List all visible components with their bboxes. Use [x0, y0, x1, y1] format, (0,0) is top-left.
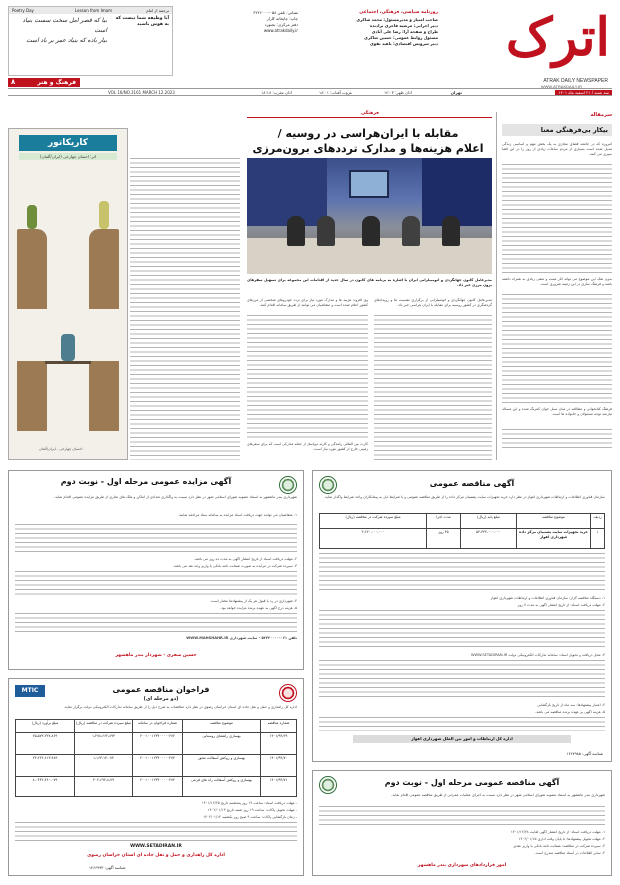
table-header-cell: مدت اجرا [426, 514, 460, 528]
photo-backdrop [247, 158, 327, 226]
cartoon-cliff [89, 229, 119, 309]
tender-ad-body [319, 660, 605, 700]
auction-ad-item: ۱- متقاضیان می توانند جهت دریافت اسناد مزایده به سامانه ستاد مراجعه نمایند. [178, 513, 297, 517]
cartoon-figure [27, 205, 37, 229]
article-paragraph: وی افزود: هزینه ها و مدارک مورد نیاز برای تردد خودروهای شخصی از مرزهای کشور اعلام شده است و متقاضیان می توانند از طریق سامانه اقدام کنند. [247, 298, 368, 307]
auction-ad-item: ۲- مهلت دریافت اسناد از تاریخ انتشار آگهی به مدت ده روز می باشد. [193, 557, 297, 561]
prayer-time: اذان ظهر: ۱۲:۰۳ [383, 90, 412, 95]
auction-ad-item: ۵- هزینه درج آگهی به عهده برنده مزایده خواهد بود. [220, 606, 297, 610]
tender-ad-item: ۲- مهلت دریافت اسناد: از تاریخ انتشار آگهی به مدت ۷ روز [517, 603, 605, 607]
issue-date: سه شنبه / ۲۱ اسفند ماه ۱۴۰۱ [555, 90, 612, 95]
cartoon-figure [99, 201, 109, 229]
cartoon-credit: احسان چهارخی - ایران/آلمان [39, 447, 83, 451]
column-divider [496, 112, 497, 460]
road-tender-body [15, 822, 297, 842]
auction-ad-intro: شهرداری بندر ماهشهر به استناد مصوبه شورای اسلامی شهر در نظر دارد نسبت به واگذاری تعدادی از اماکن و ملک های تجاری از طریق مزایده عمومی اقدام نماید. [53, 495, 297, 499]
quote-box-header [9, 7, 172, 14]
city-name: تهران [450, 90, 462, 95]
tender-second-intro: شهرداری بندر ماهشهر به استناد مصوبه شورای اسلامی شهر در نظر دارد نسبت به اجرای عملیات عمرانی از طریق مناقصه عمومی اقدام نماید. [391, 793, 605, 797]
auction-ad-contact[interactable]: تلفن ۰۶۱-۵۲۳۲۰۰۰۰ - سایت شهرداری WWW.MAHSHAHR.IR [186, 636, 297, 640]
photo-person [287, 216, 305, 246]
auction-ad-body [15, 524, 297, 554]
table-cell: ۵۲،۳۴۳،۰۰۰،۰۰۰ [460, 529, 516, 549]
table-header-cell: مبلغ سپرده شرکت در مناقصه (ریال) [74, 720, 132, 732]
address-line[interactable]: www.atrakdaily.ir [263, 28, 298, 33]
info-line: صاحب امتیاز و مدیرمسئول: محمد شاکری [356, 17, 438, 22]
road-tender-table [15, 719, 297, 797]
tender-second-footer: امور قراردادهای شهرداری بندر ماهشهر [417, 863, 507, 868]
address-line: نشانی: تلفن ۰۵۸-۳۲۲۶۰۰۰ [253, 10, 298, 15]
auction-ad-body [15, 571, 297, 596]
editorial-body-lines [502, 294, 612, 404]
masthead [0, 0, 620, 102]
tender-ad-second [312, 770, 612, 876]
photo-person [362, 216, 380, 246]
tender-ad-footer: اداره کل ارتباطات و امور بین الملل شهرداری اهواز [353, 735, 571, 743]
article-body-lines [247, 315, 368, 440]
section-name: فرهنگ و هنر [37, 79, 76, 86]
cartoon-cliff [17, 361, 47, 431]
info-line: دبیر سرویس اقتصادی: ناهید تقوی [370, 41, 438, 46]
table-header-cell: شماره فراخوان در سامانه [132, 720, 182, 732]
poem-line: بیا که قصر امل سخت سست بنیاد است [22, 17, 107, 34]
table-cell: ۱۴۰۱/۹۴/۷۱ [260, 777, 296, 797]
auction-ad-title[interactable]: آگهی مزایده عمومی مرحله اول - نوبت دوم [60, 477, 232, 486]
cartoon-cliff [89, 361, 119, 431]
table-cell: ۱۴۰۱/۹۴/۶۹ [260, 733, 296, 754]
photo-caption: مدیرعامل کانون جهانگردی و اتومبیلرانی ایران با اشاره به برنامه های کانون در سال جدید از اقدامات این مجموعه برای تسهیل سفرهای برون مرزی خبر داد. [247, 278, 492, 287]
table-cell: بهسازی راهنمای روستایی [182, 733, 260, 754]
poem-line: بیار باده که بنیاد عمر بر باد است [26, 37, 107, 44]
article-paragraph: مدیرعامل کانون جهانگردی و اتومبیلرانی از برگزاری نشست ها و رویدادهای گردشگری در کشور روسیه برای مقابله با ایران هراسی خبر داد. [374, 298, 492, 307]
photo-screen [349, 170, 389, 198]
table-cell: ۴۵ روز [426, 529, 460, 549]
auction-ad-signer: حسین صفری - شهردار بندر ماهشهر [115, 653, 197, 658]
cartoon-box [8, 128, 128, 460]
tender-table [319, 513, 605, 549]
road-tender-footer: اداره کل راهداری و حمل و نقل جاده ای استان خراسان رضوی [87, 853, 225, 858]
poem [12, 16, 107, 73]
table-cell: ۲۰۰۱۰۰۱۲۳۴۰۰۰۰۰۲۷۳ [132, 755, 182, 776]
date-bar [8, 88, 612, 96]
tender-ad [312, 470, 612, 762]
editorial-body-lines [502, 429, 612, 451]
cartoon-bridge [45, 361, 91, 364]
table-cell: ۱،۲۷۸،۶۶۲،۸۹۳ [74, 733, 132, 754]
road-org-emblem-icon [279, 684, 297, 702]
road-tender-site[interactable]: WWW.SETADIRAN.IR [130, 844, 182, 849]
tender-ad-item: ۴- اعتبار پیشنهادها: سه ماه از تاریخ بازگشایی [537, 703, 605, 707]
cartoon-cliff [17, 229, 47, 309]
page-number: ۸ [11, 78, 16, 86]
section-tag [8, 78, 80, 87]
municipality-emblem-icon [279, 476, 297, 494]
table-cell: خرید تجهیزات سایت پشتیبان مرکز داده شهرداری اهواز [516, 529, 590, 549]
table-header-cell: موضوع مناقصه [516, 514, 590, 528]
prayer-time: غروب آفتاب: ۱۸:۰۱ [318, 90, 352, 95]
newspaper-name-latin: ATRAK DAILY NEWSPAPER [543, 78, 608, 84]
tender-ad-item: ۱- دستگاه مناقصه گزار: سازمان فناوری اطلاعات و ارتباطات شهرداری اهواز [490, 596, 605, 600]
quote-box-label-mid: Lesson from Imam [74, 8, 112, 13]
table-header-cell: مبلغ برآورد (ریال) [31, 721, 59, 725]
headline-line: مقابله با ایران‌هراسی در روسیه / [277, 127, 459, 140]
table-cell: بهسازی و روکش آسفالت راه های فرعی [182, 777, 260, 797]
info-line: دبیر اجرایی: مرضیه فاخری برادنده [369, 23, 438, 28]
road-tender-subtitle: (دو مرحله ای) [143, 696, 179, 702]
photo-person [442, 216, 460, 246]
auction-ad-item: ۳- سپرده شرکت در مزایده به صورت ضمانت نامه بانکی یا واریز وجه نقد می باشد. [172, 564, 297, 568]
auction-ad [8, 470, 304, 670]
editorial-label: سرمقاله [590, 112, 612, 118]
table-cell: ۱ [590, 529, 604, 549]
newspaper-logo: اترک [505, 7, 610, 68]
editorial-paragraph: بدون شک این موضوع می تواند آثار مثبت و منفی زیادی به همراه داشته باشد و فرهنگ سازی در این زمینه ضروری است. [502, 277, 612, 286]
quote-box-label-right: ترجمه از امام [146, 8, 169, 13]
tender-ad-intro: سازمان فناوری اطلاعات و ارتباطات شهرداری اهواز در نظر دارد خرید تجهیزات سایت پشتیبان مرکز داده را از طریق مناقصه عمومی و با شرایط ذیل به پیمانکاران واجد شرایط واگذار نماید. [324, 495, 605, 499]
address-line: چاپ: چاپخانه کارار [266, 16, 298, 21]
article-paragraph: کارت بین المللی رانندگی و کارنه دوپاساژ از جمله مدارکی است که برای سفرهای زمینی خارج از کشور مورد نیاز است. [247, 442, 368, 451]
cartoon-figure [61, 334, 75, 361]
quote-box-label-left: Poetry Day [12, 8, 34, 13]
tender-ad-code: شناسه آگهی: ۱۴۶۷۹۸۵ [566, 751, 603, 756]
table-cell: ۲۳،۲۶۲،۶۱۳،۴۸۳ [32, 756, 58, 760]
table-cell: ۲۵،۵۷۳،۲۲۷،۸۶۴ [32, 734, 58, 738]
photo-backdrop [422, 158, 492, 226]
main-headline[interactable] [248, 126, 488, 156]
cartoon-title: کاریکاتور [19, 135, 117, 151]
road-tender-code: شناسه آگهی: ۱۴۶۶۹۹۳ [89, 865, 126, 870]
table-cell: ۸،۰۴۴۲،۴۶۰،۰۷۹ [32, 778, 58, 782]
editorial-paragraph: فرهنگ کتابخوانی و مطالعه در میان نسل جوان کمرنگ شده و این مساله نیازمند توجه مسئولان و خانواده ها است. [502, 407, 612, 416]
volume-info: VOL 16/NO.3161 MARCH 12.2023 [108, 90, 175, 95]
municipality-emblem-icon [319, 476, 337, 494]
tender-ad-body [319, 553, 605, 593]
address-line: دفتر مرکزی: بجنورد [264, 22, 298, 27]
tender-ad-body [319, 717, 605, 731]
tender-second-item: ۴- سایر اطلاعات در اسناد مناقصه مندرج است. [534, 851, 605, 855]
road-tender-item: - زمان بازگشایی پاکات: ساعت ۹ صبح روز یکشنبه ۱۴۰۲/۰۱/۱۴ [203, 815, 297, 819]
publisher-address [198, 10, 298, 65]
mtic-logo: MTIC [15, 685, 45, 697]
table-header-cell: موضوع مناقصه [182, 720, 260, 732]
auction-ad-item: ۴- شهرداری در رد یا قبول هر یک از پیشنهادها مختار است. [209, 599, 297, 603]
tender-ad-body [319, 610, 605, 650]
publisher-info [308, 10, 438, 70]
road-tender-item: - مهلت دریافت اسناد: ساعت ۱۹ روز پنجشنبه تاریخ ۱۴۰۱/۱۲/۲۵ [201, 801, 297, 805]
photo-person [402, 216, 420, 246]
section-label: فرهنگی [358, 111, 382, 116]
table-cell: ۱،۱۶۳،۱۳،۰۷۴ [74, 755, 132, 776]
road-tender-item: - مهلت تحویل پاکات: ساعت ۱۹ روز شنبه تاریخ ۱۴۰۲/۰۱/۱۳ [207, 808, 297, 812]
table-header-cell: ردیف [590, 514, 604, 528]
editorial-title: بیکار بی‌فرهنگی معنا [502, 124, 612, 136]
newspaper-website[interactable]: WWW.ATRAKDAILY.IR [540, 84, 582, 89]
tender-ad-item[interactable]: ۳- محل دریافت و تحویل اسناد: سامانه تدارکات الکترونیکی دولت WWW.SETADIRAN.IR [470, 653, 605, 657]
publisher-line: روزنامه سیاسی، فرهنگی، اجتماعی [359, 10, 438, 15]
table-cell: ۴۰۲،۶۹۲،۸،۷۹ [74, 777, 132, 797]
road-tender-intro: اداره کل راهداری و حمل و نقل جاده ای استان خراسان رضوی در نظر دارد مناقصات به شرح ذیل را از طریق سامانه تدارکات الکترونیکی دولت برگزار نماید. [63, 705, 297, 709]
daily-quote-box [8, 6, 173, 76]
table-cell: بهسازی و روکش آسفالت محور [182, 755, 260, 776]
headline-line: اعلام هزینه‌ها و مدارک ترددهای برون‌مرزی [252, 142, 484, 155]
table-cell: ۲۰۰۱۰۰۱۲۳۴۰۰۰۰۰۲۷۴ [132, 777, 182, 797]
tender-second-title[interactable]: آگهی مناقصه عمومی مرحله اول - نوبت دوم [384, 778, 560, 787]
table-header-cell: مبلغ سپرده شرکت در مناقصه (ریال) [345, 515, 401, 519]
tender-second-item: ۳- سپرده شرکت در مناقصه: ضمانت نامه بانکی یا واریز نقدی [513, 844, 605, 848]
photo-person [317, 216, 335, 246]
article-body-lines [374, 315, 492, 460]
cartoon-artist: اثر: احسان چهارخی (ایران/آلمان) [19, 153, 117, 160]
editorial-body-lines [502, 164, 612, 274]
road-tender-title[interactable]: فراخوان مناقصه عمومی [112, 685, 210, 694]
imam-quote: آیا وظیفه شما نیست که به هوش باشید [115, 16, 169, 27]
table-cell: ۲،۶۲۰،۰۰۰،۰۰۰ [361, 530, 385, 534]
table-header-cell: مبلغ پایه (ریال) [460, 514, 516, 528]
road-tender-ad [8, 678, 304, 876]
auction-ad-body [15, 613, 297, 633]
municipality-emblem-icon [319, 776, 337, 794]
article-photo [247, 158, 492, 274]
editorial-column [502, 112, 612, 452]
tender-second-item: ۱- مهلت دریافت اسناد: از تاریخ انتشار آگهی لغایت ۱۴۰۱/۱۲/۲۸ [510, 830, 605, 834]
tender-ad-title[interactable]: آگهی مناقصه عمومی [429, 479, 515, 488]
table-cell: ۱۴۰۱/۹۴/۷۰ [260, 755, 296, 776]
tender-second-item: ۲- مهلت تحویل پیشنهادها: تا پایان وقت اداری ۱۴۰۲/۰۱/۱۵ [518, 837, 605, 841]
info-line: مسئول روابط عمومی: حسین شاکری [364, 35, 438, 40]
prayer-time: اذان مغرب: ۱۸:۱۸ [261, 90, 292, 95]
editorial-paragraph: امروزه که در جامعه فضای مجازی به یک بخش مهم و اساسی زندگی تبدیل شده است بسیاری از مردم ساعات زیادی از روز را در این فضا سپری می کنند. [502, 142, 612, 156]
tender-ad-item: ۵- هزینه آگهی بر عهده برنده مناقصه می باشد. [535, 710, 605, 714]
table-header-cell: شماره مناقصه [260, 720, 296, 732]
article-body-lines [130, 158, 240, 460]
tender-second-body [319, 806, 605, 828]
table-cell: ۲۰۰۱۰۰۱۲۳۴۰۰۰۰۰۲۷۲ [132, 733, 182, 754]
info-line: طراح و صفحه آرا: رضا علی آبادی [371, 29, 438, 34]
section-label-bar [247, 112, 492, 118]
